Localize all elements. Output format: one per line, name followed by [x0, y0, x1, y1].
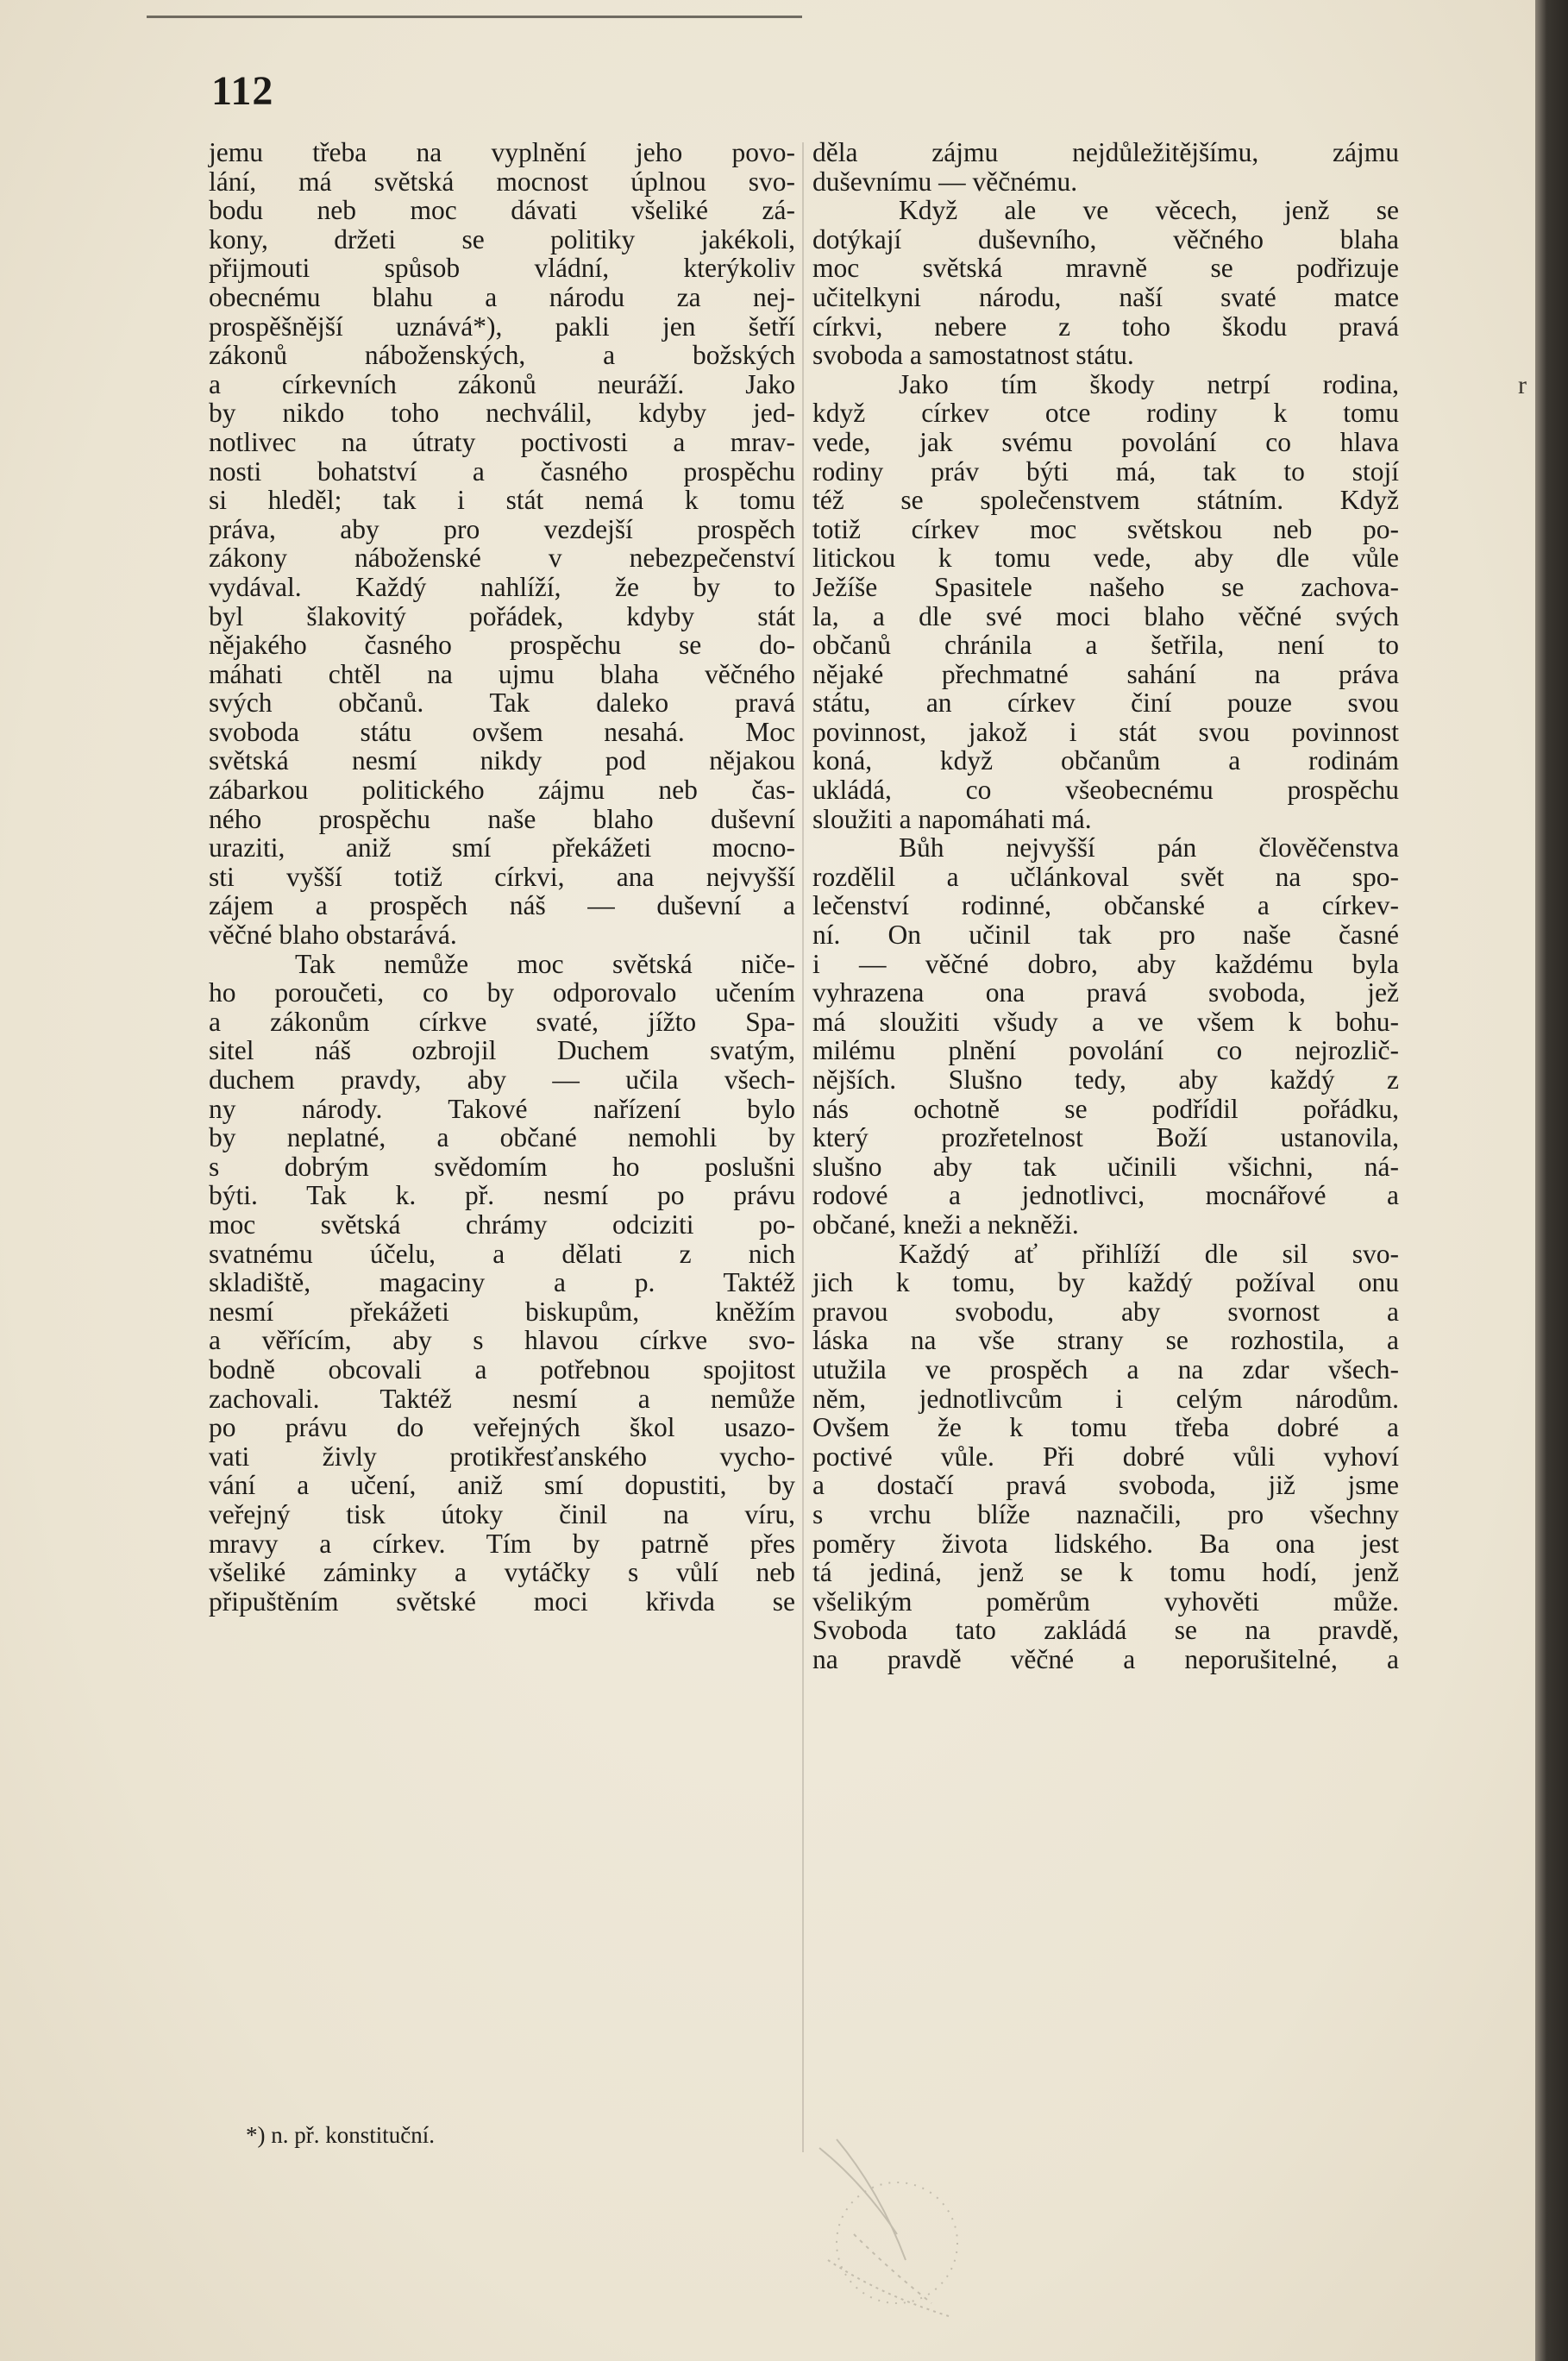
- right-column-text-line: pravou svobodu, aby svornost a: [812, 1296, 1399, 1327]
- right-column-text-line: děla zájmu nejdůležitějšímu, zájmu: [812, 137, 1399, 167]
- right-column-text-line: všelikým poměrům vyhověti může.: [812, 1586, 1399, 1617]
- right-column-text-line: moc světská mravně se podřizuje: [812, 253, 1399, 284]
- right-column-text-line: nás ochotně se podřídil pořádku,: [812, 1093, 1399, 1124]
- right-column-text-line: tá jediná, jenž se k tomu hodí, jenž: [812, 1557, 1399, 1588]
- right-column-text-line: i — věčné dobro, aby každému byla: [812, 948, 1399, 979]
- right-column-text-line: povinnost, jakož i stát svou povinnost: [812, 716, 1399, 747]
- left-column-text-line: bodu neb moc dávati všeliké zá-: [209, 195, 795, 226]
- left-column-text-line: přijmouti spůsob vládní, kterýkoliv: [209, 253, 795, 284]
- left-column-text-line: světská nesmí nikdy pod nějakou: [209, 745, 795, 776]
- right-column-text-line: slušno aby tak učinili všichni, ná-: [812, 1151, 1399, 1182]
- left-column-text-line: Tak nemůže moc světská niče-: [295, 948, 795, 979]
- right-column-text-line: nějaké přechmatné sahání na práva: [812, 658, 1399, 689]
- left-column-text-line: vati živly protikřesťanského vycho-: [209, 1441, 795, 1472]
- left-column-text-line: prospěšnější uznává*), pakli jen šetří: [209, 311, 795, 342]
- left-column-text-line: máhati chtěl na ujmu blaha věčného: [209, 658, 795, 689]
- left-column-text-line: svých občanů. Tak daleko pravá: [209, 688, 795, 719]
- left-column-text-line: byl šlakovitý pořádek, kdyby stát: [209, 600, 795, 631]
- right-column-text-line: vyhrazena ona pravá svoboda, jež: [812, 977, 1399, 1008]
- left-column-text-line: s dobrým svědomím ho poslušni: [209, 1151, 795, 1182]
- right-column-text-line: s vrchu blíže naznačili, pro všechny: [812, 1498, 1399, 1529]
- margin-mark: r: [1518, 371, 1527, 399]
- left-column-text-line: mravy a církev. Tím by patrně přes: [209, 1528, 795, 1559]
- right-column-text-line: něm, jednotlivcům i celým národům.: [812, 1383, 1399, 1414]
- right-column-text-line: totiž církev moc světskou neb po-: [812, 513, 1399, 544]
- right-column-text-line: Ovšem že k tomu třeba dobré a: [812, 1412, 1399, 1443]
- left-column-text-line: zákonů náboženských, a božských: [209, 340, 795, 371]
- right-column-text-line: vede, jak svému povolání co hlava: [812, 426, 1399, 457]
- right-column-text-line: Ježíše Spasitele našeho se zachova-: [812, 571, 1399, 602]
- right-column-text-line: dotýkají duševního, věčného blaha: [812, 223, 1399, 254]
- right-column-text-line: sloužiti a napomáhati má.: [812, 803, 1092, 834]
- right-column-text-line: Bůh nejvyšší pán člověčenstva: [899, 832, 1399, 863]
- right-column-text-line: když církev otce rodiny k tomu: [812, 398, 1399, 429]
- left-column-text-line: býti. Tak k. př. nesmí po právu: [209, 1180, 795, 1211]
- left-column-text-line: ho poroučeti, co by odporovalo učením: [209, 977, 795, 1008]
- right-column-text-line: na pravdě věčné a neporušitelné, a: [812, 1643, 1399, 1674]
- right-column-text-line: duševnímu — věčnému.: [812, 166, 1078, 197]
- right-column-text-line: rodiny práv býti má, tak to stojí: [812, 455, 1399, 487]
- left-column-text-line: všeliké záminky a vytáčky s vůlí neb: [209, 1557, 795, 1588]
- right-column-text-line: státu, an církev činí pouze svou: [812, 688, 1399, 719]
- top-rule: [147, 16, 802, 18]
- left-column-text-line: svatnému účelu, a dělati z nich: [209, 1238, 795, 1269]
- left-column-text-line: vání a učení, aniž smí dopustiti, by: [209, 1470, 795, 1501]
- right-column-text-line: ní. On učinil tak pro naše časné: [812, 920, 1399, 951]
- left-column-text-line: nějakého časného prospěchu se do-: [209, 630, 795, 661]
- left-column-text-line: obecnému blahu a národu za nej-: [209, 281, 795, 312]
- right-column-text-line: učitelkyni národu, naší svaté matce: [812, 281, 1399, 312]
- right-column-text-line: a dostačí pravá svoboda, již jsme: [812, 1470, 1399, 1501]
- right-column: [812, 138, 1399, 1673]
- right-column-text-line: má sloužiti všudy a ve všem k bohu-: [812, 1006, 1399, 1037]
- right-column-text-line: jich k tomu, by každý požíval onu: [812, 1267, 1399, 1298]
- right-column-text-line: poctivé vůle. Při dobré vůli vyhoví: [812, 1441, 1399, 1472]
- left-column-text-line: sti vyšší totiž církvi, ana nejvyšší: [209, 861, 795, 892]
- right-column-text-line: milému plnění povolání co nejrozlič-: [812, 1035, 1399, 1066]
- right-column-text-line: který prozřetelnost Boží ustanovila,: [812, 1122, 1399, 1153]
- left-column-text-line: skladiště, magaciny a p. Taktéž: [209, 1267, 795, 1298]
- right-column-text-line: koná, když občanům a rodinám: [812, 745, 1399, 776]
- right-column-text-line: církvi, nebere z toho škodu pravá: [812, 311, 1399, 342]
- left-column-text-line: by nikdo toho nechválil, kdyby jed-: [209, 398, 795, 429]
- right-column-text-line: la, a dle své moci blaho věčné svých: [812, 600, 1399, 631]
- page-number: 112: [211, 68, 274, 114]
- left-column-text-line: lání, má světská mocnost úplnou svo-: [209, 166, 795, 197]
- right-column-text-line: Jako tím škody netrpí rodina,: [899, 368, 1399, 399]
- faded-library-stamp: [802, 2131, 992, 2338]
- left-column-text-line: ny národy. Takové nařízení bylo: [209, 1093, 795, 1124]
- left-column-text-line: notlivec na útraty poctivosti a mrav-: [209, 426, 795, 457]
- left-column-text-line: a zákonům církve svaté, jížto Spa-: [209, 1006, 795, 1037]
- left-column-text-line: zachovali. Taktéž nesmí a nemůže: [209, 1383, 795, 1414]
- left-column-text-line: kony, držeti se politiky jakékoli,: [209, 223, 795, 254]
- right-column-text-line: též se společenstvem státním. Když: [812, 485, 1399, 516]
- left-column-text-line: a církevních zákonů neuráží. Jako: [209, 368, 795, 399]
- left-column-text-line: vydával. Každý nahlíží, že by to: [209, 571, 795, 602]
- left-column-text-line: svoboda státu ovšem nesahá. Moc: [209, 716, 795, 747]
- book-gutter: [1535, 0, 1568, 2361]
- left-column-text-line: práva, aby pro vezdejší prospěch: [209, 513, 795, 544]
- right-column-text-line: Když ale ve věcech, jenž se: [899, 195, 1399, 226]
- right-column-text-line: lečenství rodinné, občanské a církev-: [812, 890, 1399, 921]
- left-column-text-line: připuštěním světské moci křivda se: [209, 1586, 795, 1617]
- left-column-text-line: ného prospěchu naše blaho duševní: [209, 803, 795, 834]
- left-column-text-line: a věřícím, aby s hlavou církve svo-: [209, 1325, 795, 1356]
- left-column-text-line: jemu třeba na vyplnění jeho povo-: [209, 137, 795, 167]
- left-column-text-line: nesmí překážeti biskupům, kněžím: [209, 1296, 795, 1327]
- left-column: [209, 138, 795, 1616]
- right-column-text-line: láska na vše strany se rozhostila, a: [812, 1325, 1399, 1356]
- left-column-text-line: zájem a prospěch náš — duševní a: [209, 890, 795, 921]
- left-column-text-line: sitel náš ozbrojil Duchem svatým,: [209, 1035, 795, 1066]
- right-column-text-line: litickou k tomu vede, aby dle vůle: [812, 543, 1399, 574]
- right-column-text-line: rodové a jednotlivci, mocnářové a: [812, 1180, 1399, 1211]
- left-column-text-line: věčné blaho obstarává.: [209, 920, 457, 951]
- right-column-text-line: Každý ať přihlíží dle sil svo-: [899, 1238, 1399, 1269]
- left-column-text-line: duchem pravdy, aby — učila všech-: [209, 1064, 795, 1095]
- right-column-text-line: občané, kneži a nekněži.: [812, 1209, 1079, 1240]
- footnote: *) n. př. konstituční.: [246, 2122, 435, 2148]
- left-column-text-line: zábarkou politického zájmu neb čas-: [209, 775, 795, 806]
- left-column-text-line: si hleděl; tak i stát nemá k tomu: [209, 485, 795, 516]
- right-column-text-line: utužila ve prospěch a na zdar všech-: [812, 1353, 1399, 1385]
- right-column-text-line: rozdělil a učlánkoval svět na spo-: [812, 861, 1399, 892]
- right-column-text-line: poměry života lidského. Ba ona jest: [812, 1528, 1399, 1559]
- left-column-text-line: po právu do veřejných škol usazo-: [209, 1412, 795, 1443]
- left-column-text-line: nosti bohatství a časného prospěchu: [209, 455, 795, 487]
- left-column-text-line: bodně obcovali a potřebnou spojitost: [209, 1353, 795, 1385]
- column-divider: [802, 142, 804, 2152]
- left-column-text-line: veřejný tisk útoky činil na víru,: [209, 1498, 795, 1529]
- left-column-text-line: moc světská chrámy odciziti po-: [209, 1209, 795, 1240]
- right-column-text-line: svoboda a samostatnost státu.: [812, 340, 1134, 371]
- right-column-text-line: nějších. Slušno tedy, aby každý z: [812, 1064, 1399, 1095]
- left-column-text-line: zákony náboženské v nebezpečenství: [209, 543, 795, 574]
- left-column-text-line: by neplatné, a občané nemohli by: [209, 1122, 795, 1153]
- right-column-text-line: Svoboda tato zakládá se na pravdě,: [812, 1615, 1399, 1646]
- right-column-text-line: ukládá, co všeobecnému prospěchu: [812, 775, 1399, 806]
- right-column-text-line: občanů chránila a šetřila, není to: [812, 630, 1399, 661]
- left-column-text-line: uraziti, aniž smí překážeti mocno-: [209, 832, 795, 863]
